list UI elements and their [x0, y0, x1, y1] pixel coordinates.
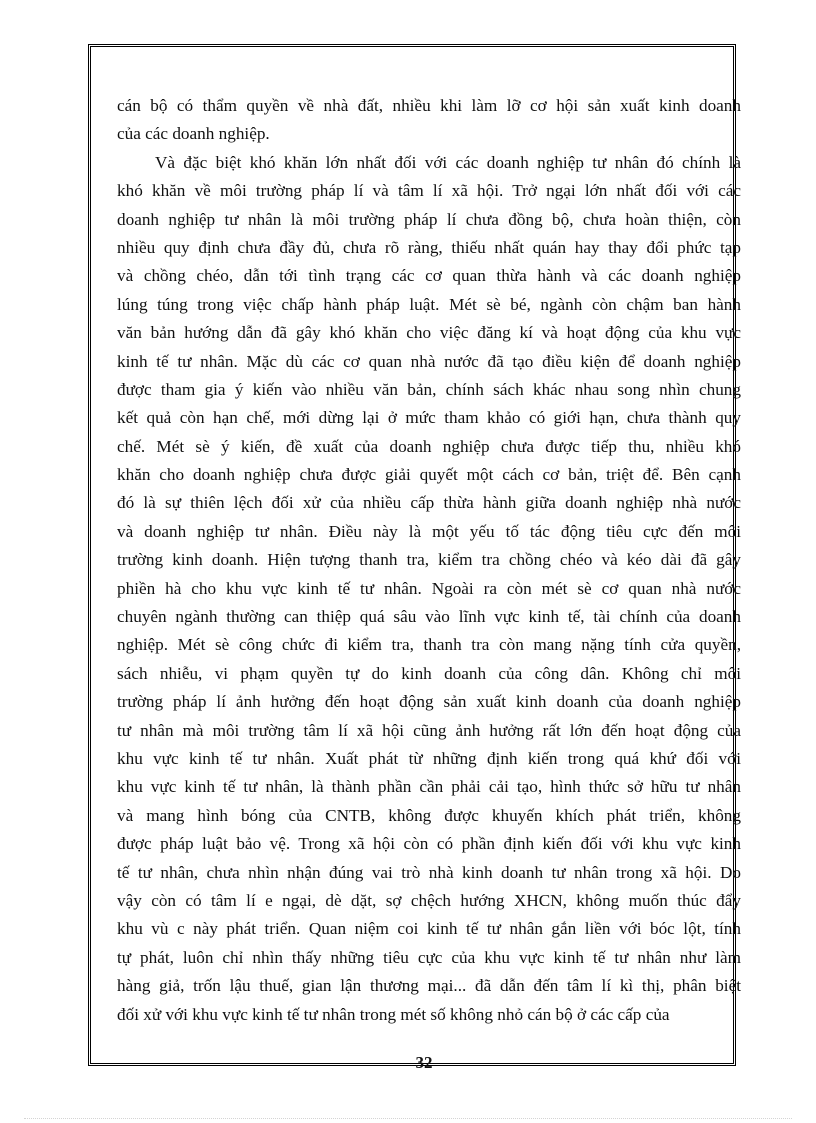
page-number: 32 [415, 1053, 433, 1072]
body-line: được pháp luật bảo vệ. Trong xã hội còn có phần định kiến đối với khu vực kinh [117, 834, 741, 854]
body-line: hàng giả, trốn lậu thuế, gian lận thương mại... đã dẫn đến tâm lí kì thị, phân biệt [117, 976, 741, 996]
body-line: khăn cho doanh nghiệp chưa được giải quyết một cách cơ bản, triệt để. Bên cạnh [117, 465, 741, 485]
body-line: và doanh nghiệp tư nhân. Điều này là một yếu tố tác động tiêu cực đến môi [117, 521, 741, 541]
body-line: văn bản hướng dẫn đã gây khó khăn cho việc đăng kí và hoạt động của khu vực [117, 323, 741, 343]
body-line: tự phát, luôn chỉ nhìn thấy những tiêu cực của khu vực kinh tế tư nhân như làm [117, 947, 741, 967]
body-line: lúng túng trong việc chấp hành pháp luật. Mét sè bé, ngành còn chậm ban hành [117, 294, 741, 314]
body-line: đó là sự thiên lệch đối xử của nhiều cấp thừa hành giữa doanh nghiệp nhà nước [117, 493, 741, 513]
footer-divider [24, 1118, 792, 1119]
body-line: kết quả còn hạn chế, mới dừng lại ở mức tham khảo có giới hạn, chưa thành quy [117, 408, 741, 428]
body-line: khu vực kinh tế tư nhân. Xuất phát từ những định kiến trong quá khứ đối với [117, 748, 741, 768]
body-line: khu vù c này phát triển. Quan niệm coi kinh tế tư nhân gắn liền với bóc lột, tính [117, 919, 741, 939]
body-line: doanh nghiệp tư nhân là môi trường pháp lí chưa đồng bộ, chưa hoàn thiện, còn [117, 209, 741, 229]
body-line: tế tư nhân, chưa nhìn nhận đúng vai trò nhà kinh doanh tư nhân trong xã hội. Do [117, 862, 741, 882]
body-line: Và đặc biệt khó khăn lớn nhất đối với các doanh nghiệp tư nhân đó chính là [155, 152, 741, 172]
body-line: và chồng chéo, dẫn tới tình trạng các cơ quan thừa hành và các doanh nghiệp [117, 266, 741, 286]
body-line: được tham gia ý kiến vào nhiều văn bản, chính sách khác nhau song nhìn chung [117, 379, 741, 399]
document-body [117, 92, 741, 1029]
body-line: của các doanh nghiệp. [117, 124, 270, 144]
body-line: và mang hình bóng của CNTB, không được khuyến khích phát triển, không [117, 805, 741, 825]
body-line: sách nhiễu, vi phạm quyền tự do kinh doanh của công dân. Không chỉ môi [117, 663, 741, 683]
body-line: kinh tế tư nhân. Mặc dù các cơ quan nhà nước đã tạo điều kiện để doanh nghiệp [117, 351, 741, 371]
body-line: khu vực kinh tế tư nhân, là thành phần cần phải cải tạo, hình thức sở hữu tư nhân [117, 777, 741, 797]
body-line: trường pháp lí ảnh hưởng đến hoạt động sản xuất kinh doanh của doanh nghiệp [117, 692, 741, 712]
body-line: nghiệp. Mét sè công chức đi kiểm tra, thanh tra còn mang nặng tính cửa quyền, [117, 635, 741, 655]
body-line: tư nhân mà môi trường tâm lí xã hội cũng ảnh hưởng rất lớn đến hoạt động của [117, 720, 741, 740]
body-line: vậy còn có tâm lí e ngại, dè dặt, sợ chệch hướng XHCN, không muốn thúc đẩy [117, 890, 741, 910]
body-line: khó khăn về môi trường pháp lí và tâm lí xã hội. Trở ngại lớn nhất đối với các [117, 181, 741, 201]
body-line: chế. Mét sè ý kiến, đề xuất của doanh nghiệp chưa được tiếp thu, nhiều khó [117, 436, 741, 456]
body-line: chuyên ngành thường can thiệp quá sâu vào lĩnh vực kinh tế, tài chính của doanh [117, 607, 741, 627]
body-line: trường kinh doanh. Hiện tượng thanh tra, kiểm tra chồng chéo và kéo dài đã gây [117, 550, 741, 570]
body-line: cán bộ có thẩm quyền về nhà đất, nhiều khi làm lỡ cơ hội sản xuất kinh doanh [117, 96, 741, 115]
body-line: đối xử với khu vực kinh tế tư nhân trong mét số không nhỏ cán bộ ở các cấp của [117, 1004, 670, 1024]
body-line: phiền hà cho khu vực kinh tế tư nhân. Ngoài ra còn mét sè cơ quan nhà nước [117, 578, 741, 598]
body-line: nhiều quy định chưa đầy đủ, chưa rõ ràng, thiếu nhất quán hay thay đổi phức tạp [117, 237, 741, 257]
